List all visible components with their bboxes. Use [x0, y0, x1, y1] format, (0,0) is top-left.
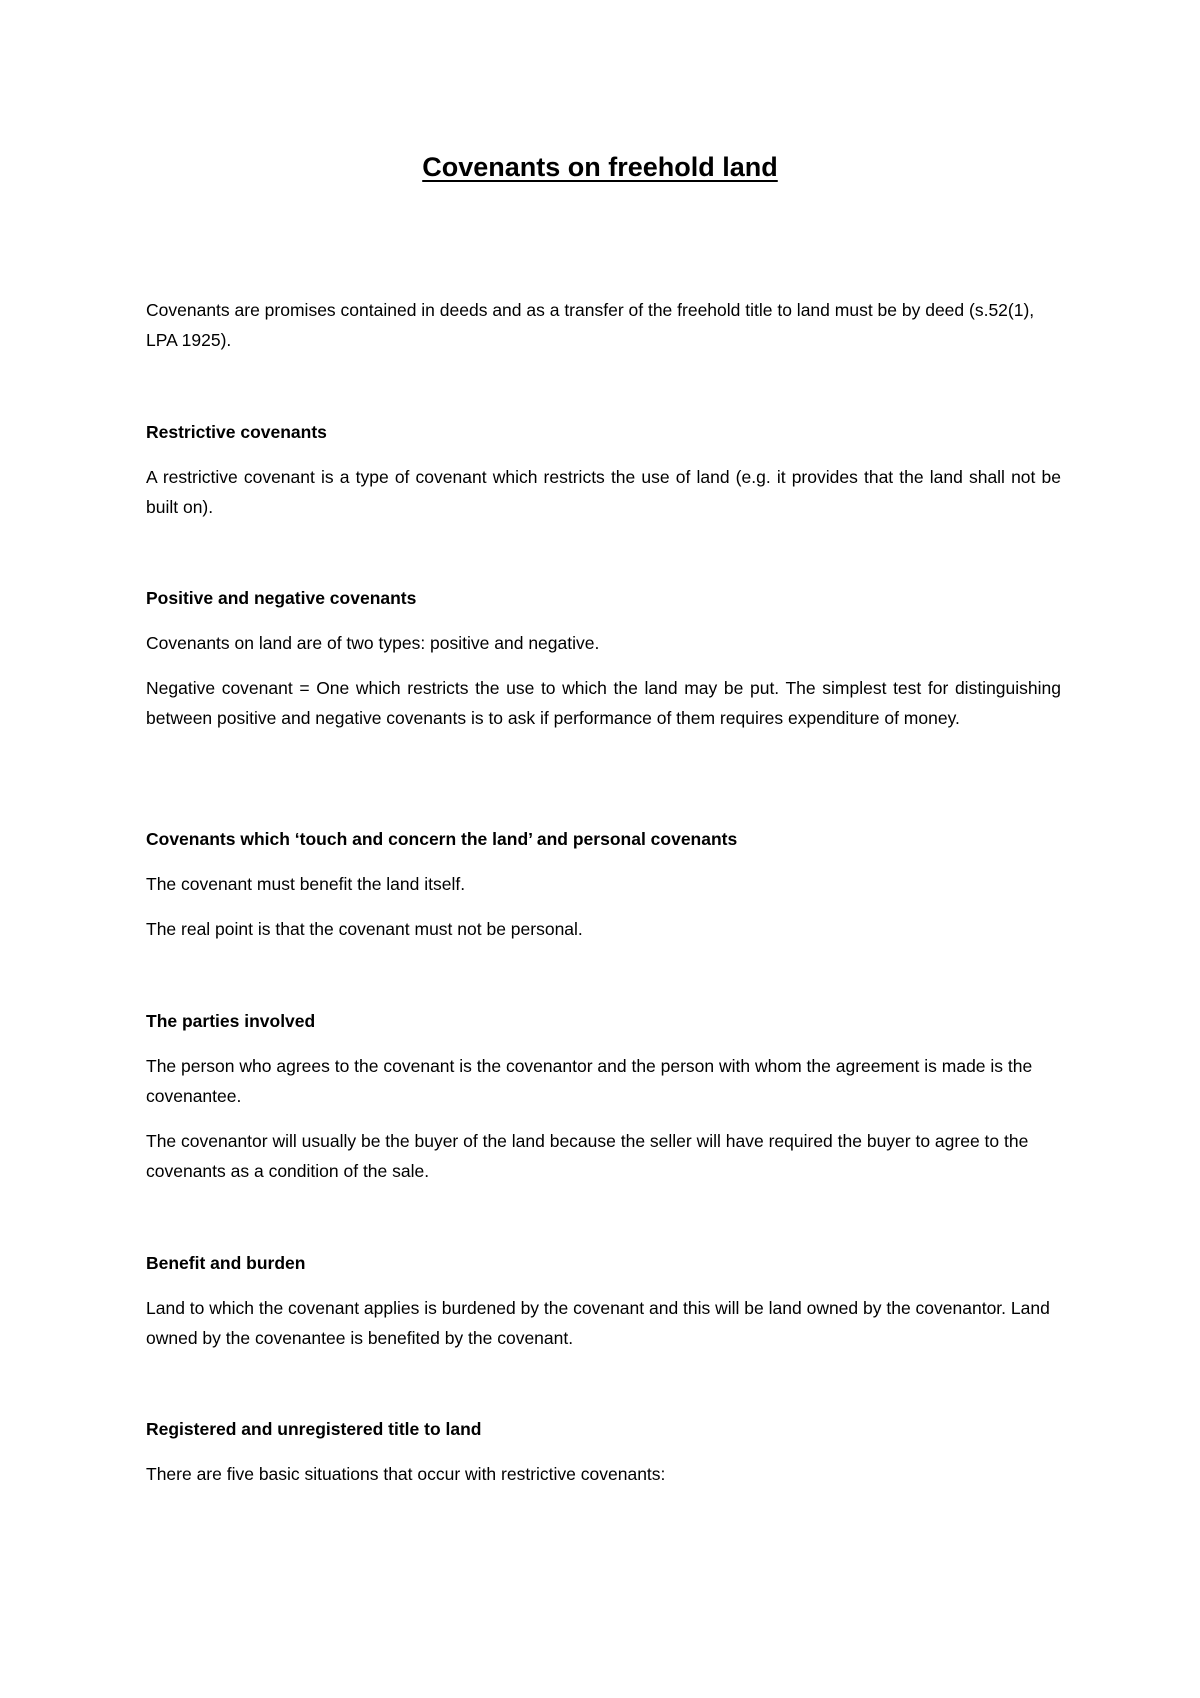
- restrictive-covenants-paragraph: A restrictive covenant is a type of covenant which restricts the use of land (e.g. it provides that the land shall not be built on).: [146, 467, 1061, 517]
- positive-negative-paragraph-1: Covenants on land are of two types: positive and negative.: [146, 633, 600, 653]
- benefit-burden-paragraph: Land to which the covenant applies is burdened by the covenant and this will be land owned by the covenantor. Land owned by the covenantee is benefited by the covenant.: [146, 1298, 1050, 1348]
- heading-parties-involved: The parties involved: [146, 1011, 316, 1031]
- touch-and-concern-paragraph-2: The real point is that the covenant must not be personal.: [146, 919, 583, 939]
- heading-restrictive-covenants: Restrictive covenants: [146, 422, 327, 442]
- registered-unregistered-paragraph: There are five basic situations that occur with restrictive covenants:: [146, 1464, 666, 1484]
- parties-involved-paragraph-1: The person who agrees to the covenant is the covenantor and the person with whom the agreement is made is the covenantee.: [146, 1056, 1033, 1106]
- parties-involved-paragraph-2: The covenantor will usually be the buyer of the land because the seller will have required the buyer to agree to the covenants as a condition of the sale.: [146, 1131, 1029, 1181]
- heading-benefit-burden: Benefit and burden: [146, 1253, 306, 1273]
- heading-registered-unregistered: Registered and unregistered title to land: [146, 1419, 482, 1439]
- heading-touch-and-concern: Covenants which ‘touch and concern the land’ and personal covenants: [146, 829, 738, 849]
- intro-paragraph: Covenants are promises contained in deeds and as a transfer of the freehold title to land must be by deed (s.52(1), LPA 1925).: [146, 300, 1035, 350]
- touch-and-concern-paragraph-1: The covenant must benefit the land itself.: [146, 874, 466, 894]
- heading-positive-negative: Positive and negative covenants: [146, 588, 417, 608]
- positive-negative-paragraph-2: Negative covenant = One which restricts the use to which the land may be put. The simplest test for distinguishing between positive and negative covenants is to ask if performance of them requires expenditure of money.: [146, 678, 1061, 728]
- document-title: Covenants on freehold land: [422, 152, 778, 182]
